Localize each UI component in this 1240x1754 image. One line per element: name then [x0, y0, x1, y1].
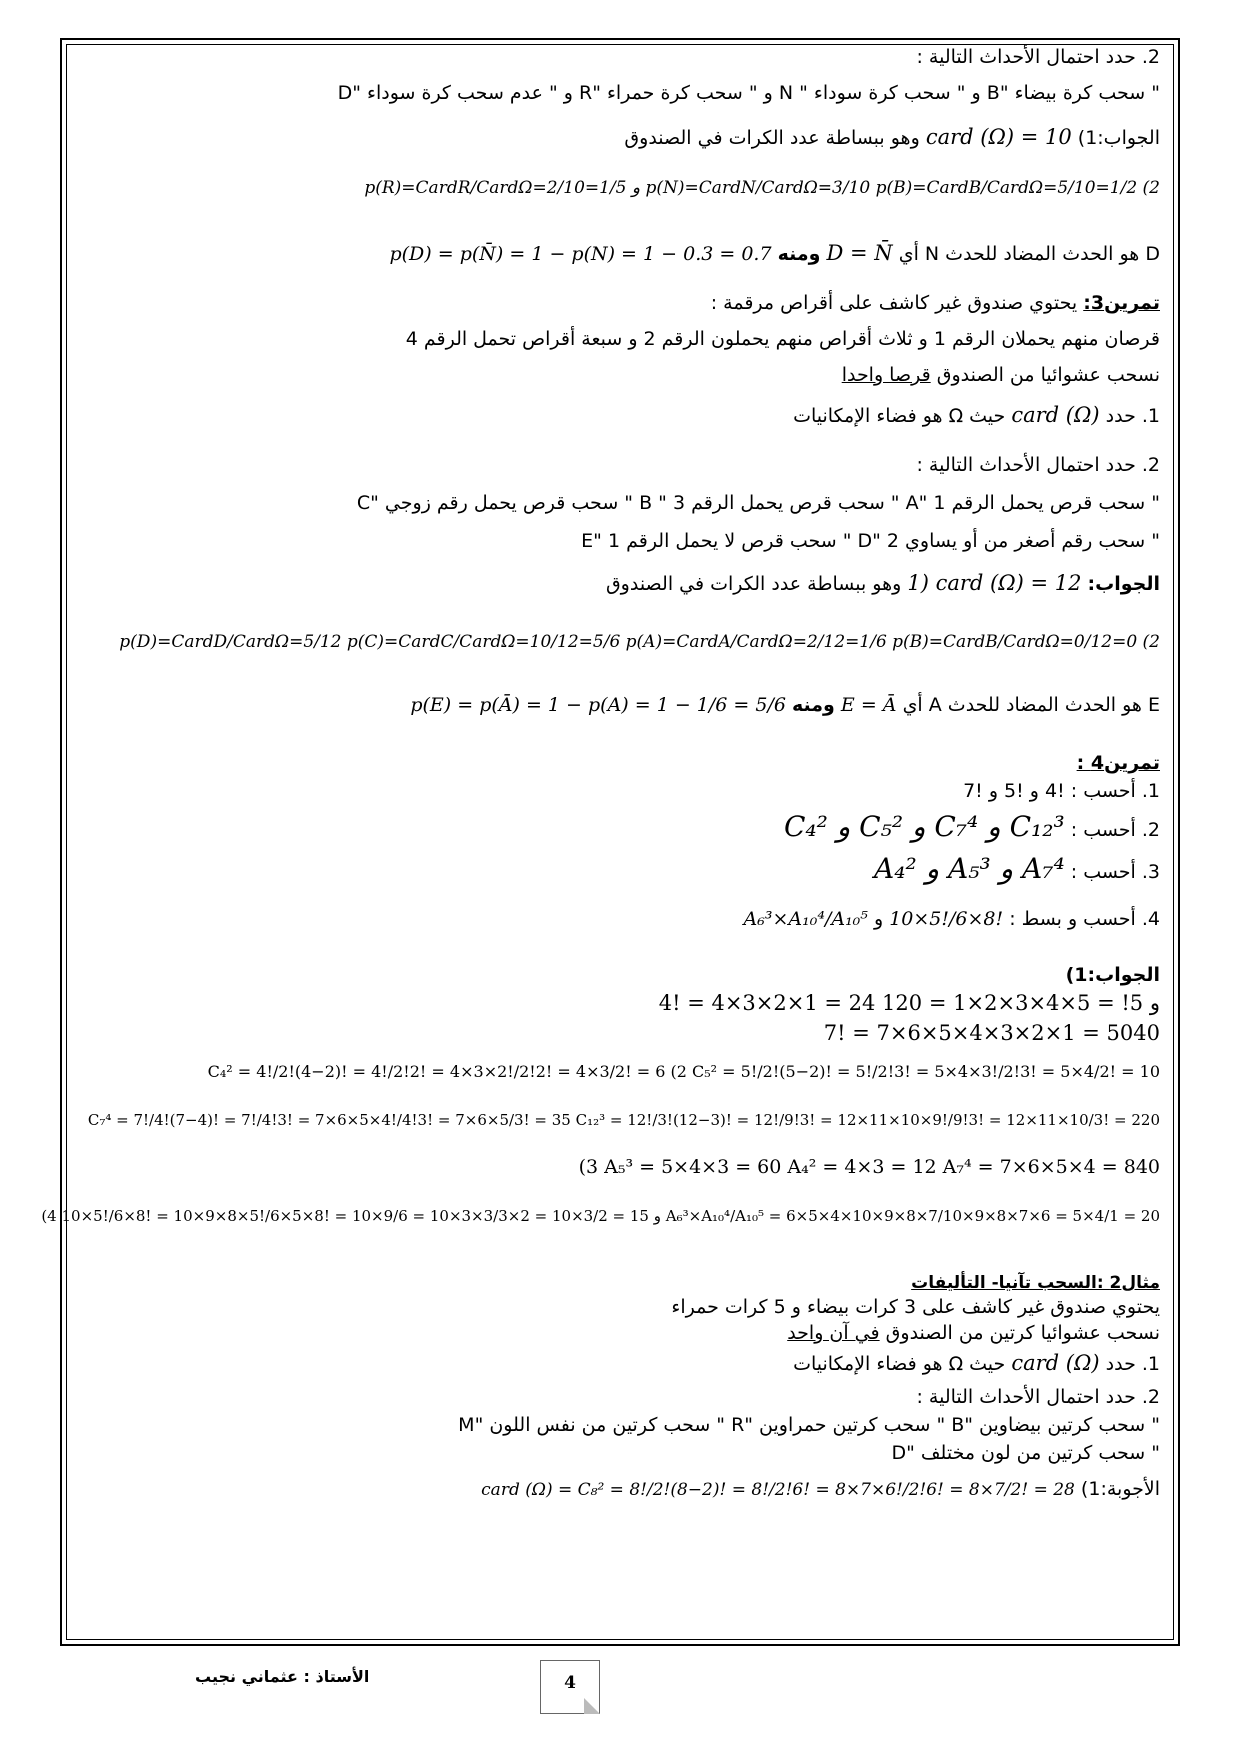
ex3-e-text: E هو الحدث المضاد للحدث A أي	[902, 694, 1160, 716]
ex5-q1-math: card (Ω)	[1011, 1351, 1100, 1375]
ex4-a2a-math: C₄² = 4!/2!(4−2)! = 4!/2!2! = 4×3×2!/2!2! = 4×3/2! = 6 (2 C₅² = 5!/2!(5−2)! = 5!/2!3! = 5×4×3!/2!3! = 5×4/2! = 10	[207, 1062, 1160, 1081]
ex3-e-and: ومنه	[792, 694, 835, 716]
ex3-events1: " سحب قرص يحمل الرقم 1 "A " سحب قرص يحمل الرقم 3 " B " سحب قرص يحمل رقم زوجي "C	[356, 492, 1160, 514]
ex5-q1-label: 1. حدد	[1105, 1353, 1160, 1375]
ex4-a3	[80, 1154, 1160, 1180]
ex3-ans2-math: p(D)=CardD/CardΩ=5/12 p(C)=CardC/CardΩ=10/12=5/6 p(A)=CardA/CardΩ=2/12=1/6 p(B)=CardB/CardΩ=0/12=0 (2	[119, 632, 1160, 652]
ex4-a3-math: (3 A₅³ = 5×4×3 = 60 A₄² = 4×3 = 12 A₇⁴ = 7×6×5×4 = 840	[578, 1156, 1160, 1178]
ex3-ans1-math: 1) card (Ω) = 12	[907, 571, 1082, 595]
ex4-q4-math1: 10×5!/6×8!	[889, 908, 1004, 930]
ex4-q4-label: 4. أحسب و بسط :	[1009, 908, 1160, 930]
ex3-intro: يحتوي صندوق غير كاشف على أقراص مرقمة :	[710, 292, 1078, 314]
ex4-a4	[41, 1202, 1160, 1229]
ex5-line1: يحتوي صندوق غير كاشف على 3 كرات بيضاء و 5 كرات حمراء	[671, 1296, 1160, 1318]
ex3-line2: قرصان منهم يحملان الرقم 1 و ثلاث أقراص منهم يحملون الرقم 2 و سبعة أقراص تحمل الرقم 4	[405, 328, 1160, 350]
ex4-q1: 1. أحسب : !4 و !5 و !7	[963, 780, 1160, 802]
ex4-title: تمرين4 :	[1076, 752, 1160, 774]
ex3-e-math1: E = Ā	[840, 694, 897, 716]
ex5-ans	[80, 1476, 1160, 1503]
ex3-q1-rest: حيث Ω هو فضاء الإمكانيات	[793, 405, 1006, 427]
ex3-ans1	[80, 570, 1160, 597]
ex5-line2	[80, 1320, 1160, 1346]
ex5-line2b: في آن واحد	[787, 1322, 880, 1344]
page-number: 4	[564, 1673, 576, 1693]
ex4-q3	[80, 852, 1160, 885]
ex4-q2-label: 2. أحسب :	[1070, 819, 1160, 841]
ex4-a1b	[80, 1020, 1160, 1047]
page-fold-icon	[584, 1698, 600, 1714]
ex4-q2-math: C₄² و C₅² و C₇⁴ و C₁₂³	[783, 810, 1065, 843]
ex4-a1-math: 4! = 4×3×2×1 = 24 و 5! = 5×4×3×2×1 = 120	[658, 991, 1160, 1015]
ex2-d-math2: p(D) = p(N̄) = 1 − p(N) = 1 − 0.3 = 0.7	[389, 243, 772, 265]
ex4-q4-and: و	[873, 908, 884, 930]
ex4-a2b-math: C₇⁴ = 7!/4!(7−4)! = 7!/4!3! = 7×6×5×4!/4!3! = 7×6×5/3! = 35 C₁₂³ = 12!/3!(12−3)! = 12!/9!3! = 12×11×10×9!/9!3! = 12×11×10/3! = 220	[87, 1111, 1160, 1129]
ex3-events2: " سحب رقم أصغر من أو يساوي 2 "D " سحب قرص لا يحمل الرقم 1 "E	[581, 530, 1160, 552]
ex2-d-math1: D = N̄	[826, 241, 893, 265]
ex3-header	[80, 290, 1160, 316]
ex3-ans-label: الجواب:	[1087, 573, 1160, 595]
ex4-q4	[80, 906, 1160, 932]
ex5-events1: " سحب كرتين بيضاوين "B " سحب كرتين حمراوين "R " سحب كرتين من نفس اللون "M	[458, 1414, 1160, 1436]
ex3-line3	[80, 362, 1160, 388]
ex5-ans-label: الأجوبة:1)	[1080, 1478, 1160, 1500]
ex4-a1b-math: 7! = 7×6×5×4×3×2×1 = 5040	[823, 1021, 1160, 1045]
ex3-line3a: نسحب عشوائيا من الصندوق	[936, 364, 1160, 386]
ex5-ans-math: card (Ω) = C₈² = 8!/2!(8−2)! = 8!/2!6! = 8×7×6!/2!6! = 8×7/2! = 28	[481, 1480, 1075, 1500]
document-body	[41, 44, 1168, 1634]
ex5-events2: " سحب كرتين من لون مختلف "D	[891, 1442, 1160, 1464]
ex3-q1-label: 1. حدد	[1105, 405, 1160, 427]
ex2-d-and: ومنه	[777, 243, 821, 265]
ex2-q2: 2. حدد احتمال الأحداث التالية :	[916, 46, 1160, 68]
ex3-ans1-text: وهو ببساطة عدد الكرات في الصندوق	[605, 573, 902, 595]
ex4-q2	[80, 810, 1160, 843]
ex3-q1	[80, 402, 1160, 429]
ex2-ans1	[80, 124, 1160, 151]
ex2-ans1-math: card (Ω) = 10	[925, 125, 1072, 149]
ex3-line3b: قرصا واحدا	[841, 364, 931, 386]
ex2-ans1-label: الجواب:1)	[1077, 127, 1160, 149]
ex2-d-text: D هو الحدث المضاد للحدث N أي	[898, 243, 1160, 265]
teacher-name: الأستاذ : عثماني نجيب	[195, 1667, 370, 1686]
page-number-box	[540, 1660, 600, 1714]
ex5-line2a: نسحب عشوائيا كرتين من الصندوق	[885, 1322, 1160, 1344]
ex3-ans2	[80, 628, 1160, 655]
ex4-q3-math: A₄² و A₅³ و A₇⁴	[874, 852, 1065, 885]
ex2-ans2	[80, 174, 1160, 201]
ex4-q3-label: 3. أحسب :	[1070, 861, 1160, 883]
ex2-events: " سحب كرة بيضاء "B و " سحب كرة سوداء " N و " سحب كرة حمراء "R و " عدم سحب كرة سوداء "D	[337, 82, 1160, 104]
ex3-q1-math: card (Ω)	[1011, 403, 1100, 427]
ex4-a2a	[80, 1058, 1160, 1085]
ex3-q2: 2. حدد احتمال الأحداث التالية :	[916, 454, 1160, 476]
ex3-e-math2: p(E) = p(Ā) = 1 − p(A) = 1 − 1/6 = 5/6	[410, 694, 786, 716]
ex2-d-line	[80, 240, 1160, 267]
ex5-q2: 2. حدد احتمال الأحداث التالية :	[916, 1386, 1160, 1408]
ex3-title: تمرين3:	[1083, 292, 1160, 314]
ex2-ans1-text: وهو ببساطة عدد الكرات في الصندوق	[624, 127, 920, 149]
ex4-ans-title: الجواب:1)	[1065, 964, 1160, 986]
ex5-q1	[80, 1350, 1160, 1377]
ex5-title: مثال2 :السحب تآنيا- التأليفات	[911, 1273, 1160, 1293]
ex4-a2b	[80, 1106, 1160, 1133]
ex2-ans2-math: p(R)=CardR/CardΩ=2/10=1/5 و p(N)=CardN/CardΩ=3/10 p(B)=CardB/CardΩ=5/10=1/2 (2	[364, 178, 1160, 198]
ex4-q4-math2: A₆³×A₁₀⁴/A₁₀⁵	[743, 908, 868, 930]
ex5-q1-rest: حيث Ω هو فضاء الإمكانيات	[793, 1353, 1006, 1375]
ex4-a1	[80, 990, 1160, 1017]
ex3-e-line	[80, 692, 1160, 718]
ex4-a4-math: (4 10×5!/6×8! = 10×9×8×5!/6×5×8! = 10×9/6 = 10×3×3/3×2 = 10×3/2 = 15 و A₆³×A₁₀⁴/A₁₀⁵ = 6×5×4×10×9×8×7/10×9×8×7×6 = 5×4/1 = 20	[41, 1207, 1160, 1225]
